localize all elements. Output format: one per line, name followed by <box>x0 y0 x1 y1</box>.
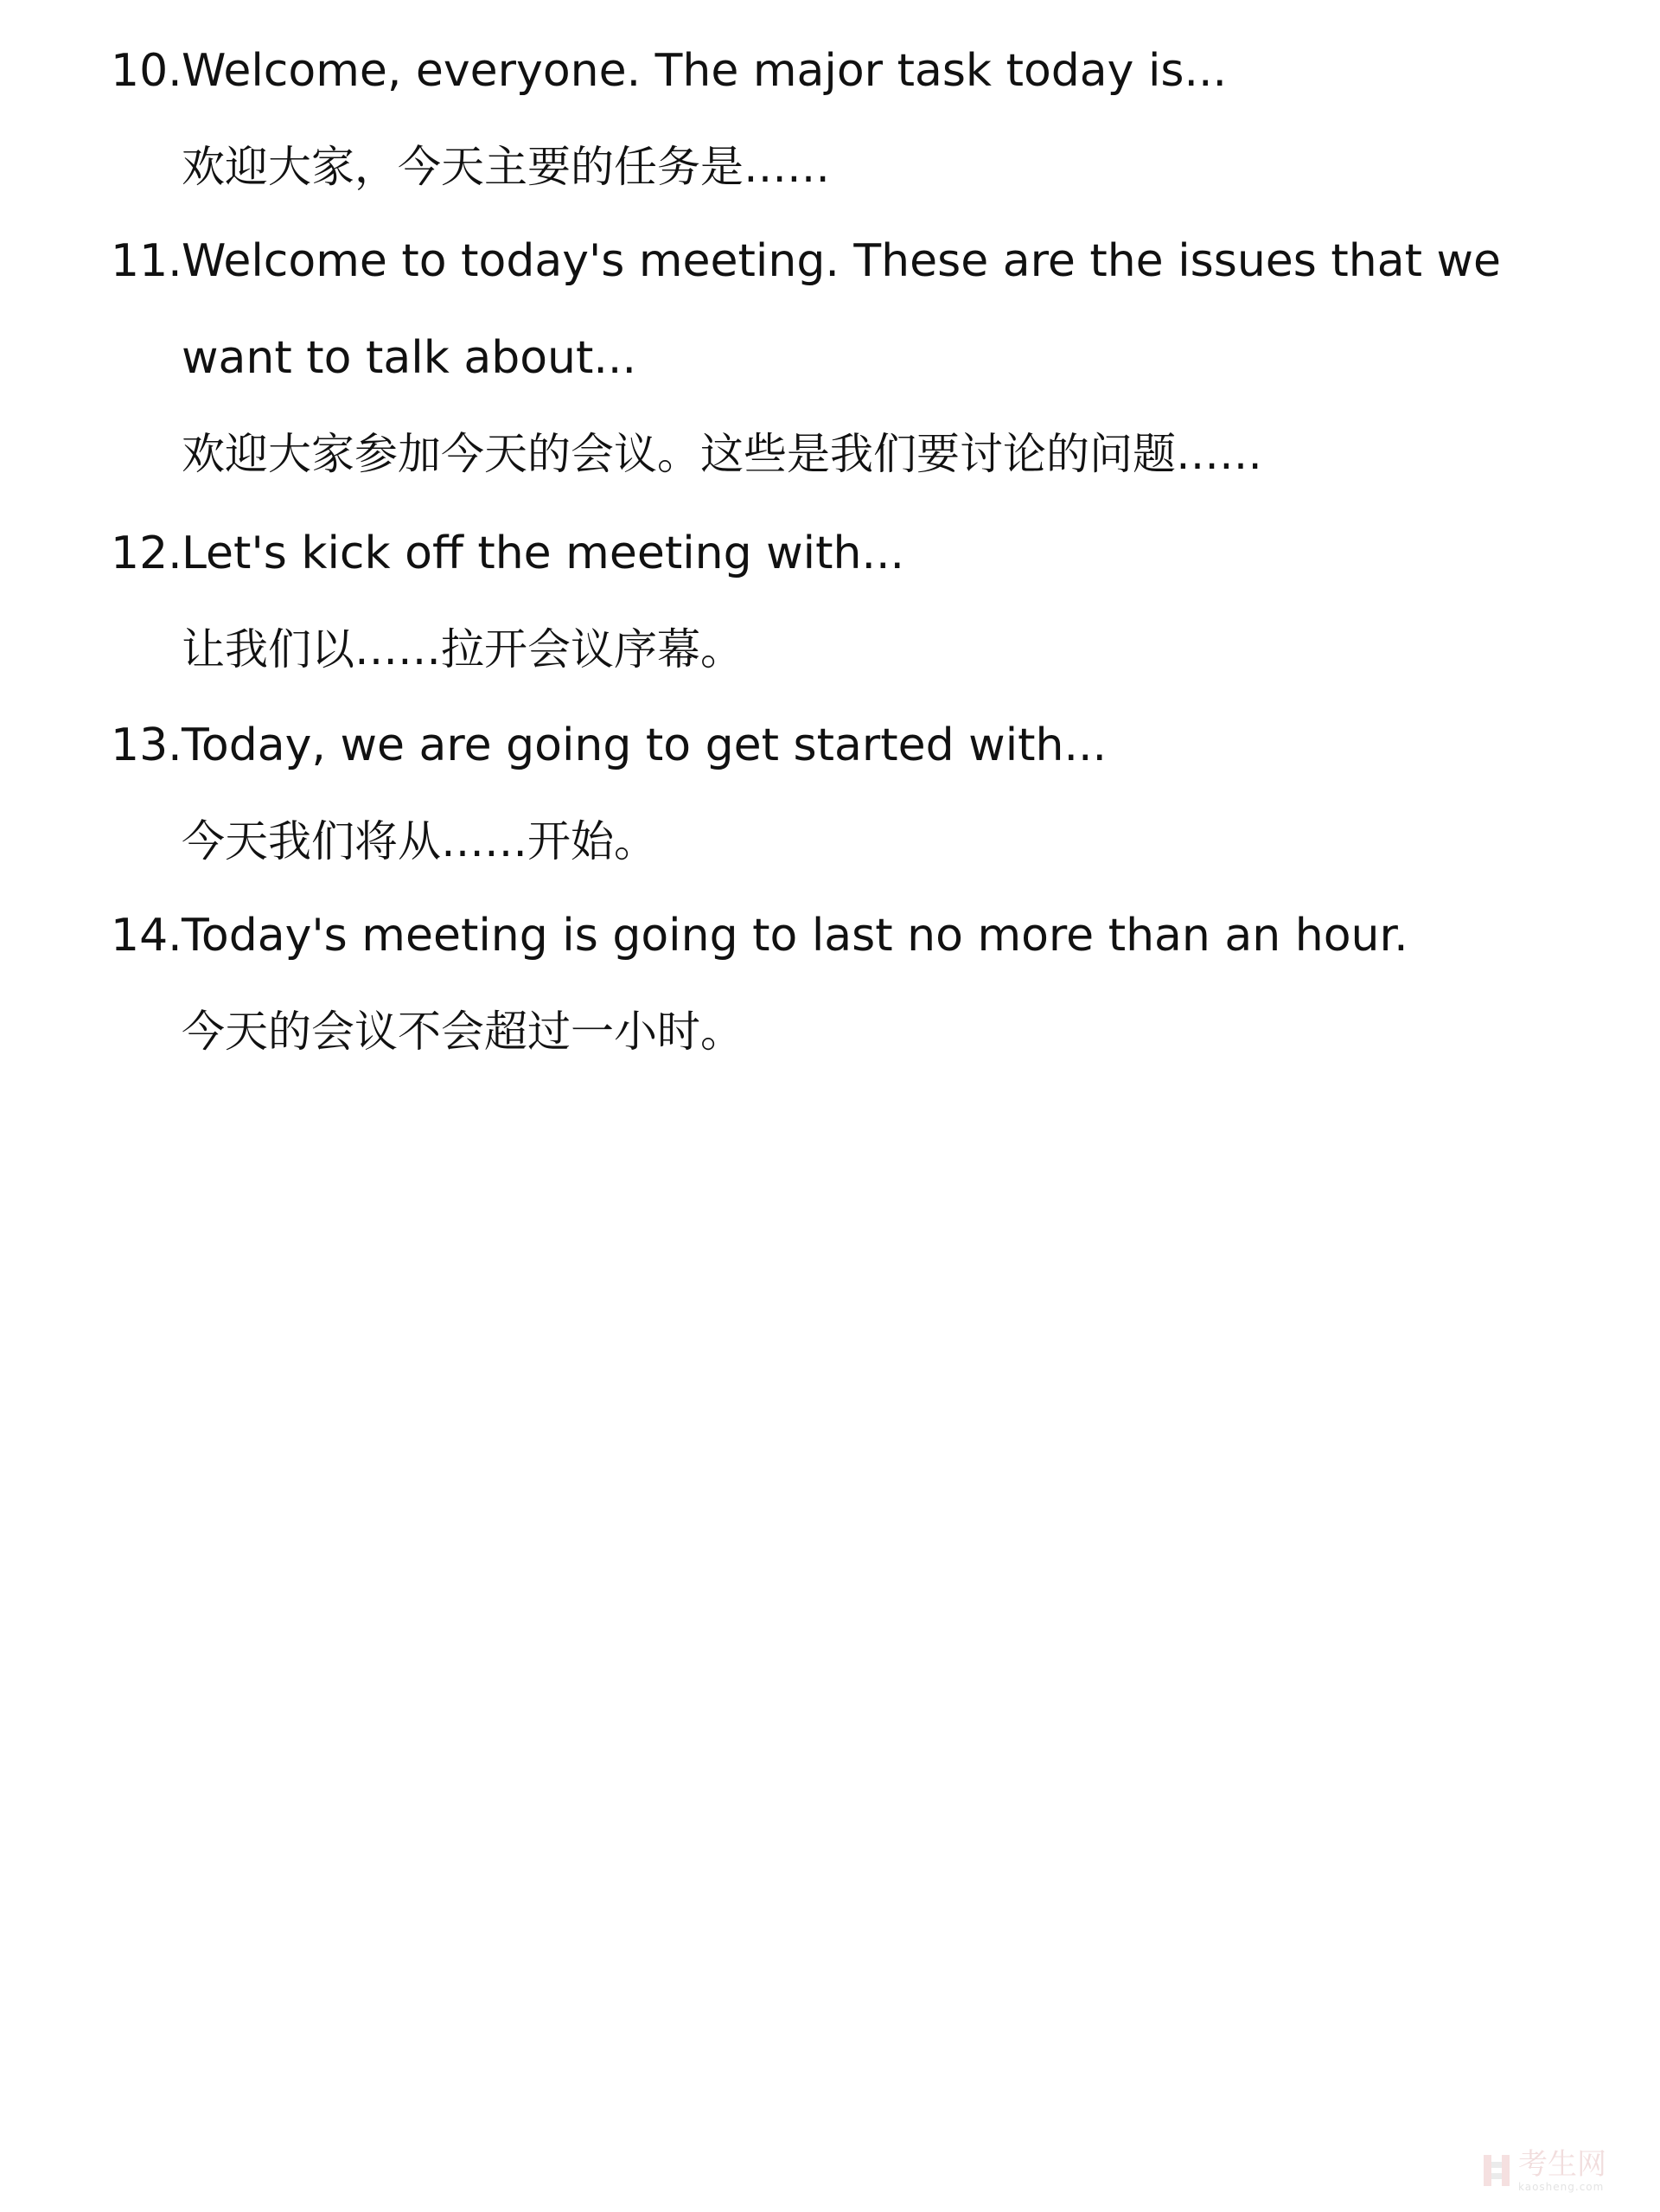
chinese-translation: 欢迎大家，今天主要的任务是…… <box>182 142 830 192</box>
watermark <box>1482 2148 1629 2196</box>
item-number: 12. <box>111 527 182 579</box>
english-line: Welcome to today's meeting. These are the issues that we <box>182 235 1502 287</box>
item-number: 10. <box>111 45 182 97</box>
english-sentence <box>182 40 1511 102</box>
phrase-item-14 <box>111 905 1511 1063</box>
english-line: Let's kick off the meeting with... <box>182 527 905 579</box>
english-sentence <box>182 522 1511 585</box>
watermark-domain: kaosheng.com <box>1518 2181 1605 2193</box>
watermark-logo-icon <box>1482 2151 1511 2190</box>
english-sentence <box>182 905 1511 967</box>
english-sentence <box>182 230 1511 389</box>
item-number: 14. <box>111 910 182 962</box>
phrase-item-11 <box>111 230 1511 485</box>
chinese-translation: 欢迎大家参加今天的会议。这些是我们要讨论的问题…… <box>182 429 1262 479</box>
phrase-item-13 <box>111 714 1511 873</box>
item-number: 11. <box>111 235 182 287</box>
english-line: Today's meeting is going to last no more than an hour. <box>182 910 1408 962</box>
item-number: 13. <box>111 719 182 771</box>
chinese-translation: 今天的会议不会超过一小时。 <box>182 1007 744 1057</box>
phrase-item-12 <box>111 522 1511 681</box>
english-sentence <box>182 714 1511 777</box>
english-line: Today, we are going to get started with... <box>182 719 1108 771</box>
phrase-item-10 <box>111 40 1511 198</box>
chinese-translation: 今天我们将从……开始。 <box>182 816 657 866</box>
chinese-translation: 让我们以……拉开会议序幕。 <box>182 624 744 674</box>
watermark-text: 考生网 <box>1518 2147 1606 2182</box>
english-line: Welcome, everyone. The major task today is... <box>182 45 1228 97</box>
english-line: want to talk about... <box>182 332 636 384</box>
